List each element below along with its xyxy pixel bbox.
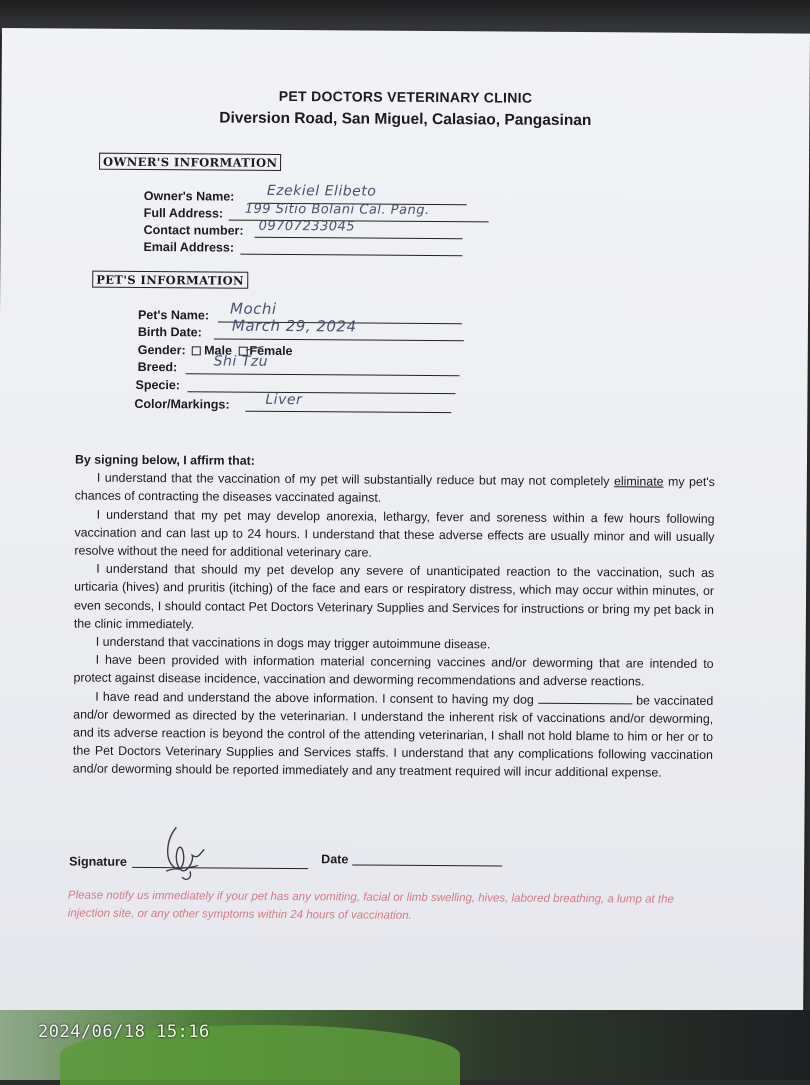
date-label: Date [321, 852, 349, 867]
male-checkbox[interactable] [192, 347, 201, 356]
specie-label: Specie: [135, 377, 181, 393]
full-address-label: Full Address: [143, 205, 224, 221]
owner-section-heading: OWNER'S INFORMATION [99, 153, 281, 171]
handwritten-signature [146, 819, 226, 890]
date-line [352, 864, 502, 866]
consent-paragraph-1: I understand that the vaccination of my pet will substantially reduce but may not completely eliminate my pet's chances of contracting the diseases vaccinated against. [74, 470, 715, 506]
full-address-value: 199 Sitio Bolani Cal. Pang. [244, 201, 430, 218]
owner-name-label: Owner's Name: [143, 188, 235, 204]
consent-paragraph-2: I understand that my pet may develop anorexia, lethargy, fever and soreness within a few hours following vaccination and can last up to 24 hours. I understand that these adverse effects are usually minor and will usually resolve without the need for additional veterinary care. [74, 507, 715, 560]
birth-date-value: March 29, 2024 [231, 316, 357, 336]
breed-label: Breed: [137, 359, 178, 375]
email-line [240, 254, 462, 257]
clinic-name: PET DOCTORS VETERINARY CLINIC [278, 87, 533, 106]
photo-timestamp: 2024/06/18 15:16 [38, 1022, 210, 1042]
color-markings-line [245, 411, 451, 413]
consent-paragraph-5: I have been provided with information material concerning vaccines and/or deworming that are intended to protect against disease incidence, vaccination and deworming recommendations and adverse reactions. [73, 652, 714, 689]
male-option-label: Male [204, 343, 233, 358]
color-markings-label: Color/Markings: [134, 396, 230, 412]
email-label: Email Address: [143, 239, 235, 255]
signature-label: Signature [69, 854, 127, 869]
eliminate-underlined: eliminate [613, 474, 664, 489]
consent-text [73, 451, 715, 783]
consent-paragraph-4: I understand that vaccinations in dogs may trigger autoimmune disease. [95, 634, 491, 652]
dog-name-blank [538, 692, 632, 704]
consent-paragraph-6: I have read and understand the above information. I consent to having my dog be vaccinated and/or dewormed as directed by the veterinarian. I understand the inherent risk of vaccinations and/or deworming, and its adverse reaction is beyond the control of the attending veterinarian, I shall not hold blame to him or her or to the Pet Doctors Veterinary Supplies and Services staffs. I understand that any complications following vaccination and/or deworming should be reported immediately and any treatment required will incur additional expense. [72, 689, 714, 781]
breed-value: Shi Tzu [213, 353, 269, 370]
birth-date-line [214, 338, 464, 341]
color-markings-value: Liver [265, 391, 303, 409]
consent-lead: By signing below, I affirm that: [74, 452, 255, 468]
gender-label: Gender: [137, 342, 186, 358]
pet-name-label: Pet's Name: [137, 307, 210, 323]
contact-number-label: Contact number: [143, 222, 244, 238]
post-vaccination-notice: Please notify us immediately if your pet has any vomiting, facial or limb swelling, hives, labored breathing, a lump at the injection site, or any other symptoms within 24 hours of vaccination. [67, 889, 674, 922]
female-option-label: Female [249, 343, 293, 359]
consent-form-sheet [0, 28, 810, 1034]
contact-number-value: 09707233045 [258, 218, 356, 235]
specie-line [187, 391, 455, 394]
owner-name-value: Ezekiel Elibeto [266, 182, 377, 200]
clinic-address: Diversion Road, San Miguel, Calasiao, Pangasinan [219, 109, 592, 130]
pet-section-heading: PET'S INFORMATION [92, 271, 248, 289]
contact-number-line [255, 237, 463, 239]
pet-name-value: Mochi [229, 299, 277, 318]
consent-paragraph-3: I understand that should my pet develop any severe of unanticipated reaction to the vaccination, such as urticaria (hives) and pruritis (itching) of the face and ears or respiratory distress, which may occur within minutes, or even seconds, I should contact Pet Doctors Veterinary Supplies and Services for instructions or bring my pet back in the clinic immediately. [73, 561, 715, 632]
breed-line [186, 373, 460, 376]
birth-date-label: Birth Date: [137, 324, 202, 340]
